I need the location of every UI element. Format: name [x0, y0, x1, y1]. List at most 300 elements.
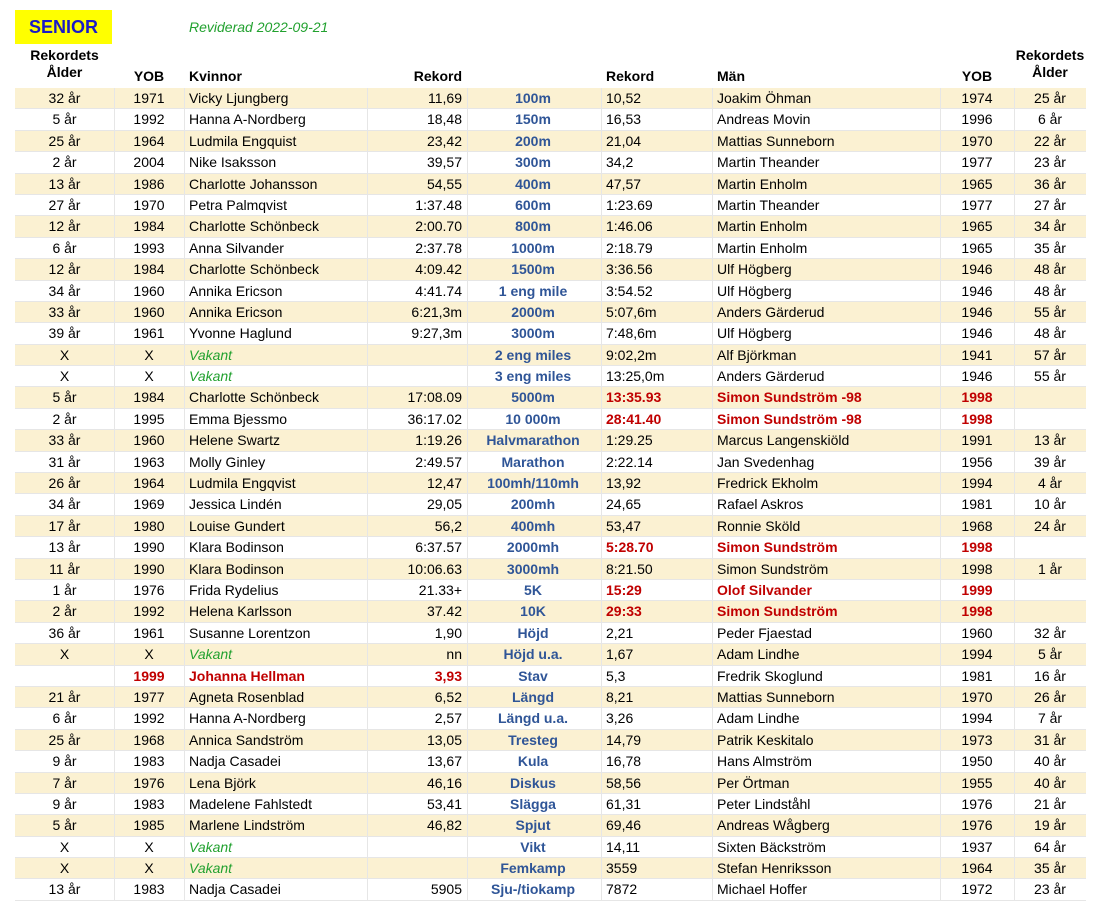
- men-name: Ulf Högberg: [717, 325, 792, 342]
- men-name: Martin Enholm: [717, 239, 808, 256]
- women-record: 1,90: [434, 624, 462, 641]
- men-name: Rafael Askros: [717, 496, 804, 513]
- women-yob: 1969: [133, 496, 165, 513]
- men-name: Olof Silvander: [717, 581, 812, 598]
- men-record-age: 64 år: [1034, 838, 1066, 855]
- women-yob: 1983: [133, 881, 165, 898]
- header-women-record-age-line2: Ålder: [46, 64, 83, 80]
- men-record-age: 13 år: [1034, 432, 1066, 449]
- table-row: [15, 494, 1086, 515]
- men-name: Martin Enholm: [717, 218, 808, 235]
- men-record: 2,21: [606, 624, 634, 641]
- women-name: Vakant: [189, 346, 233, 363]
- women-record-age: 27 år: [48, 196, 81, 213]
- men-yob: 1950: [961, 753, 993, 770]
- records-table: [15, 88, 1086, 901]
- women-record: 2:00.70: [415, 218, 462, 235]
- women-record: 13,05: [426, 731, 462, 748]
- table-row: [15, 601, 1086, 622]
- table-row: [15, 238, 1086, 259]
- women-record: 2:37.78: [415, 239, 462, 256]
- column-divider: [712, 88, 713, 900]
- women-record-age: 25 år: [48, 731, 81, 748]
- men-record-age: 36 år: [1034, 175, 1066, 192]
- men-yob: 1999: [961, 581, 993, 598]
- women-yob: 1992: [133, 111, 165, 128]
- men-yob: 1956: [961, 453, 993, 470]
- women-name: Charlotte Johansson: [189, 175, 318, 192]
- men-yob: 1941: [961, 346, 993, 363]
- men-record-age: 7 år: [1037, 710, 1063, 727]
- men-record: 16,78: [606, 753, 642, 770]
- women-record: 6:37.57: [415, 539, 462, 556]
- men-name: Ronnie Sköld: [717, 517, 801, 534]
- men-yob: 1994: [961, 646, 993, 663]
- women-name: Louise Gundert: [189, 517, 285, 534]
- event-name: 150m: [515, 111, 551, 128]
- men-record: 28:41.40: [606, 410, 662, 427]
- event-name: Tresteg: [508, 731, 558, 748]
- men-name: Patrik Keskitalo: [717, 731, 814, 748]
- men-record-age: 5 år: [1037, 646, 1063, 663]
- men-name: Marcus Langenskiöld: [717, 432, 850, 449]
- women-record-age: 25 år: [48, 132, 81, 149]
- women-record-age: 36 år: [48, 624, 81, 641]
- men-record-age: 48 år: [1034, 282, 1066, 299]
- men-record: 3:54.52: [606, 282, 653, 299]
- women-name: Annika Ericson: [189, 282, 283, 299]
- event-name: Kula: [517, 753, 549, 770]
- men-record: 24,65: [606, 496, 642, 513]
- table-row: [15, 687, 1086, 708]
- men-record-age: 35 år: [1034, 239, 1066, 256]
- men-name: Ulf Högberg: [717, 261, 792, 278]
- women-record-age: 2 år: [52, 154, 77, 171]
- men-name: Michael Hoffer: [717, 881, 808, 898]
- women-yob: X: [144, 838, 154, 855]
- header-men-record-age-line2: Ålder: [1032, 64, 1068, 80]
- men-yob: 1955: [961, 774, 993, 791]
- table-row: [15, 623, 1086, 644]
- men-record-age: 21 år: [1034, 795, 1066, 812]
- women-name: Hanna A-Nordberg: [189, 111, 306, 128]
- event-name: 200mh: [510, 496, 556, 513]
- table-row: [15, 666, 1086, 687]
- women-record: 2:49.57: [415, 453, 462, 470]
- men-record-age: 25 år: [1034, 90, 1066, 106]
- event-name: 1000m: [511, 239, 555, 256]
- table-row: [15, 708, 1086, 729]
- women-record-age: 13 år: [48, 175, 81, 192]
- event-name: Höjd: [517, 624, 549, 641]
- men-record: 3:36.56: [606, 261, 653, 278]
- men-yob: 1998: [961, 560, 993, 577]
- women-yob: 1960: [133, 282, 165, 299]
- women-record: 5905: [430, 881, 462, 898]
- women-record-age: 12 år: [48, 261, 81, 278]
- men-record: 10,52: [606, 90, 642, 106]
- men-record-age: 16 år: [1034, 667, 1066, 684]
- women-yob: 1960: [133, 432, 165, 449]
- table-row: [15, 516, 1086, 537]
- women-name: Molly Ginley: [189, 453, 266, 470]
- men-yob: 1998: [961, 539, 993, 556]
- header-men-record-age: [1014, 47, 1086, 81]
- women-name: Marlene Lindström: [189, 817, 305, 834]
- women-record-age: 33 år: [48, 303, 81, 320]
- table-row: [15, 751, 1086, 772]
- women-record: 4:41.74: [415, 282, 462, 299]
- table-row: [15, 216, 1086, 237]
- men-name: Mattias Sunneborn: [717, 688, 835, 705]
- men-yob: 1964: [961, 860, 993, 877]
- women-record-age: 21 år: [48, 688, 81, 705]
- men-name: Simon Sundström -98: [717, 389, 862, 406]
- men-record: 9:02,2m: [606, 346, 657, 363]
- women-record-age: 6 år: [52, 710, 77, 727]
- table-row: [15, 559, 1086, 580]
- men-name: Joakim Öhman: [717, 90, 812, 106]
- women-yob: 2004: [133, 154, 165, 171]
- men-record-age: 55 år: [1034, 303, 1066, 320]
- men-record-age: 48 år: [1034, 325, 1066, 342]
- women-record-age: 26 år: [48, 475, 81, 492]
- women-yob: 1970: [133, 196, 165, 213]
- men-record-age: 23 år: [1034, 154, 1066, 171]
- women-record-age: X: [59, 646, 70, 663]
- men-yob: 1976: [961, 795, 993, 812]
- table-row: [15, 109, 1086, 130]
- women-yob: 1983: [133, 795, 165, 812]
- women-record-age: 39 år: [48, 325, 81, 342]
- women-yob: 1961: [133, 325, 165, 342]
- men-name: Jan Svedenhag: [717, 453, 815, 470]
- men-record-age: 40 år: [1034, 753, 1066, 770]
- men-record: 7:48,6m: [606, 325, 657, 342]
- women-record: 4:09.42: [415, 261, 462, 278]
- women-record: 12,47: [426, 475, 462, 492]
- men-record: 5:28.70: [606, 539, 654, 556]
- table-row: [15, 644, 1086, 665]
- event-name: 400mh: [510, 517, 556, 534]
- event-name: 3000mh: [506, 560, 560, 577]
- women-name: Nadja Casadei: [189, 881, 281, 898]
- women-name: Helene Swartz: [189, 432, 281, 449]
- men-record-age: 35 år: [1034, 860, 1066, 877]
- table-row: [15, 345, 1086, 366]
- women-yob: 1984: [133, 218, 165, 235]
- women-yob: 1976: [133, 581, 165, 598]
- table-row: [15, 430, 1086, 451]
- men-record: 1:46.06: [606, 218, 653, 235]
- event-name: 2000mh: [506, 539, 560, 556]
- table-row: [15, 730, 1086, 751]
- table-row: [15, 174, 1086, 195]
- men-record-age: 40 år: [1034, 774, 1066, 791]
- table-row: [15, 815, 1086, 836]
- women-yob: 1984: [133, 261, 165, 278]
- event-name: 100mh/110mh: [487, 475, 579, 492]
- women-record: 10:06.63: [407, 560, 462, 577]
- men-yob: 1965: [961, 239, 993, 256]
- men-name: Simon Sundström: [717, 560, 829, 577]
- men-record: 1,67: [606, 646, 634, 663]
- women-record-age: 9 år: [52, 795, 77, 812]
- men-record-age: 22 år: [1034, 132, 1066, 149]
- men-record: 8:21.50: [606, 560, 653, 577]
- men-record: 13:25,0m: [606, 368, 665, 385]
- women-record-age: 6 år: [52, 239, 77, 256]
- event-name: 100m: [515, 90, 551, 106]
- event-name: 5K: [524, 581, 542, 598]
- women-record: 9:27,3m: [411, 325, 462, 342]
- women-yob: 1961: [133, 624, 165, 641]
- men-yob: 1976: [961, 817, 993, 834]
- men-yob: 1996: [961, 111, 993, 128]
- women-name: Ludmila Engqvist: [189, 475, 296, 492]
- men-record: 3,26: [606, 710, 634, 727]
- men-record-age: 1 år: [1037, 560, 1063, 577]
- women-record-age: 31 år: [48, 453, 81, 470]
- men-yob: 1946: [961, 261, 993, 278]
- men-record: 14,79: [606, 731, 642, 748]
- event-name: 2000m: [511, 303, 555, 320]
- men-yob: 1970: [961, 688, 993, 705]
- event-name: Halvmarathon: [486, 432, 580, 449]
- women-name: Nadja Casadei: [189, 753, 281, 770]
- women-name: Charlotte Schönbeck: [189, 261, 319, 278]
- women-record-age: 5 år: [52, 111, 77, 128]
- event-name: 3 eng miles: [494, 368, 572, 385]
- column-divider: [601, 88, 602, 900]
- table-row: [15, 323, 1086, 344]
- men-record-age: 26 år: [1034, 688, 1066, 705]
- men-record-age: 55 år: [1034, 368, 1066, 385]
- women-yob: 1990: [133, 560, 165, 577]
- men-name: Adam Lindhe: [717, 710, 800, 727]
- women-yob: 1990: [133, 539, 165, 556]
- men-name: Sixten Bäckström: [717, 838, 826, 855]
- women-name: Vakant: [189, 860, 233, 877]
- women-name: Helena Karlsson: [189, 603, 292, 620]
- men-yob: 1965: [961, 175, 993, 192]
- event-name: 800m: [515, 218, 551, 235]
- table-row: [15, 794, 1086, 815]
- men-name: Andreas Wågberg: [717, 817, 830, 834]
- table-row: [15, 131, 1086, 152]
- men-yob: 1977: [961, 154, 993, 171]
- men-name: Mattias Sunneborn: [717, 132, 835, 149]
- women-name: Petra Palmqvist: [189, 196, 288, 213]
- women-yob: 1992: [133, 603, 165, 620]
- event-name: 5000m: [511, 389, 555, 406]
- men-name: Hans Almström: [717, 753, 812, 770]
- table-row: [15, 366, 1086, 387]
- women-yob: 1964: [133, 132, 165, 149]
- men-record-age: 32 år: [1034, 624, 1066, 641]
- men-record: 5:07,6m: [606, 303, 657, 320]
- header-men-yob: YOB: [961, 68, 993, 84]
- women-record-age: 33 år: [48, 432, 81, 449]
- women-yob: 1985: [133, 817, 165, 834]
- men-name: Anders Gärderud: [717, 303, 825, 320]
- header-men-record: Rekord: [606, 68, 655, 84]
- women-record-age: 13 år: [48, 881, 81, 898]
- men-yob: 1946: [961, 282, 993, 299]
- women-record: 13,67: [426, 753, 462, 770]
- women-record-age: X: [59, 860, 70, 877]
- women-record-age: 34 år: [48, 282, 81, 299]
- men-yob: 1974: [961, 90, 993, 106]
- women-record: 29,05: [426, 496, 462, 513]
- women-record-age: 5 år: [52, 817, 77, 834]
- men-record: 34,2: [606, 154, 634, 171]
- women-yob: 1960: [133, 303, 165, 320]
- table-row: [15, 152, 1086, 173]
- men-name: Per Örtman: [717, 774, 790, 791]
- men-record-age: 4 år: [1037, 475, 1063, 492]
- men-record: 69,46: [606, 817, 642, 834]
- women-name: Anna Silvander: [189, 239, 284, 256]
- women-record: 3,93: [434, 667, 462, 684]
- women-name: Ludmila Engquist: [189, 132, 297, 149]
- men-record: 53,47: [606, 517, 642, 534]
- men-record: 2:18.79: [606, 239, 653, 256]
- table-row: [15, 409, 1086, 430]
- men-name: Simon Sundström: [717, 539, 838, 556]
- women-record-age: 13 år: [48, 539, 81, 556]
- event-name: Längd: [512, 688, 554, 705]
- men-yob: 1991: [961, 432, 993, 449]
- women-record: 21.33+: [418, 581, 462, 598]
- women-record: 2,57: [434, 710, 462, 727]
- men-record: 47,57: [606, 175, 642, 192]
- men-yob: 1973: [961, 731, 993, 748]
- men-record: 14,11: [606, 838, 640, 855]
- men-name: Fredrick Ekholm: [717, 475, 819, 492]
- women-name: Charlotte Schönbeck: [189, 389, 319, 406]
- women-record: nn: [446, 646, 462, 663]
- women-name: Annika Ericson: [189, 303, 283, 320]
- women-record: 46,16: [426, 774, 462, 791]
- table-row: [15, 858, 1086, 879]
- women-name: Johanna Hellman: [189, 667, 305, 684]
- men-record-age: 39 år: [1034, 453, 1066, 470]
- column-divider: [184, 88, 185, 900]
- men-name: Andreas Movin: [717, 111, 811, 128]
- men-name: Ulf Högberg: [717, 282, 792, 299]
- women-record-age: 9 år: [52, 753, 77, 770]
- men-record: 16,53: [606, 111, 642, 128]
- men-yob: 1965: [961, 218, 993, 235]
- women-record: 1:37.48: [415, 196, 462, 213]
- header-men-record-age-line1: Rekordets: [1015, 47, 1085, 63]
- event-name: 400m: [515, 175, 551, 192]
- men-yob: 1946: [961, 325, 993, 342]
- women-name: Frida Rydelius: [189, 581, 279, 598]
- men-record-age: 19 år: [1034, 817, 1066, 834]
- men-yob: 1968: [961, 517, 993, 534]
- men-record: 13,92: [606, 475, 642, 492]
- men-name: Anders Gärderud: [717, 368, 825, 385]
- women-name: Yvonne Haglund: [189, 325, 292, 342]
- event-name: 1500m: [511, 261, 555, 278]
- men-yob: 1972: [961, 881, 993, 898]
- table-row: [15, 537, 1086, 558]
- header-women-yob: YOB: [133, 68, 165, 84]
- women-record-age: X: [59, 346, 70, 363]
- men-name: Peter Lindståhl: [717, 795, 811, 812]
- men-name: Simon Sundström: [717, 603, 838, 620]
- women-record-age: 34 år: [48, 496, 81, 513]
- women-yob: 1983: [133, 753, 165, 770]
- event-name: 600m: [515, 196, 551, 213]
- event-name: Sju-/tiokamp: [490, 881, 575, 898]
- men-name: Stefan Henriksson: [717, 860, 832, 877]
- women-name: Emma Bjessmo: [189, 410, 288, 427]
- column-divider: [940, 88, 941, 900]
- event-name: 3000m: [511, 325, 555, 342]
- women-record-age: 2 år: [52, 410, 77, 427]
- women-name: Vakant: [189, 646, 233, 663]
- women-record: 6:21,3m: [411, 303, 462, 320]
- women-record: 11,69: [428, 90, 462, 106]
- column-divider: [114, 88, 115, 900]
- women-name: Klara Bodinson: [189, 560, 284, 577]
- women-name: Madelene Fahlstedt: [189, 795, 312, 812]
- women-yob: 1976: [133, 774, 165, 791]
- men-yob: 1960: [961, 624, 993, 641]
- women-record: 18,48: [426, 111, 462, 128]
- table-row: [15, 259, 1086, 280]
- event-name: Spjut: [515, 817, 551, 834]
- women-yob: 1999: [133, 667, 165, 684]
- header-women-record: Rekord: [413, 68, 462, 84]
- women-yob: X: [144, 368, 154, 385]
- women-yob: 1963: [133, 453, 165, 470]
- men-record-age: 31 år: [1034, 731, 1066, 748]
- women-record-age: 2 år: [52, 603, 77, 620]
- women-record-age: 11 år: [49, 560, 80, 577]
- men-yob: 1994: [961, 710, 993, 727]
- women-record: 53,41: [426, 795, 462, 812]
- women-record-age: X: [59, 838, 70, 855]
- men-record: 1:29.25: [606, 432, 653, 449]
- table-row: [15, 837, 1086, 858]
- women-name: Agneta Rosenblad: [189, 688, 305, 705]
- women-record-age: X: [59, 368, 70, 385]
- women-name: Hanna A-Nordberg: [189, 710, 306, 727]
- men-record: 1:23.69: [606, 196, 653, 213]
- men-record-age: 24 år: [1034, 517, 1066, 534]
- table-row: [15, 580, 1086, 601]
- women-record: 6,52: [434, 688, 462, 705]
- men-record: 61,31: [606, 795, 642, 812]
- women-name: Vicky Ljungberg: [189, 90, 289, 106]
- women-yob: 1964: [133, 475, 165, 492]
- women-yob: 1993: [133, 239, 165, 256]
- women-record: 1:19.26: [415, 432, 462, 449]
- page-title: SENIOR: [15, 10, 112, 44]
- event-name: 10K: [520, 603, 546, 620]
- men-record-age: 34 år: [1034, 218, 1066, 235]
- women-yob: 1984: [133, 389, 165, 406]
- event-name: Marathon: [501, 453, 565, 470]
- women-yob: 1980: [133, 517, 165, 534]
- women-record: 56,2: [434, 517, 462, 534]
- men-name: Alf Björkman: [717, 346, 797, 363]
- men-yob: 1998: [961, 603, 993, 620]
